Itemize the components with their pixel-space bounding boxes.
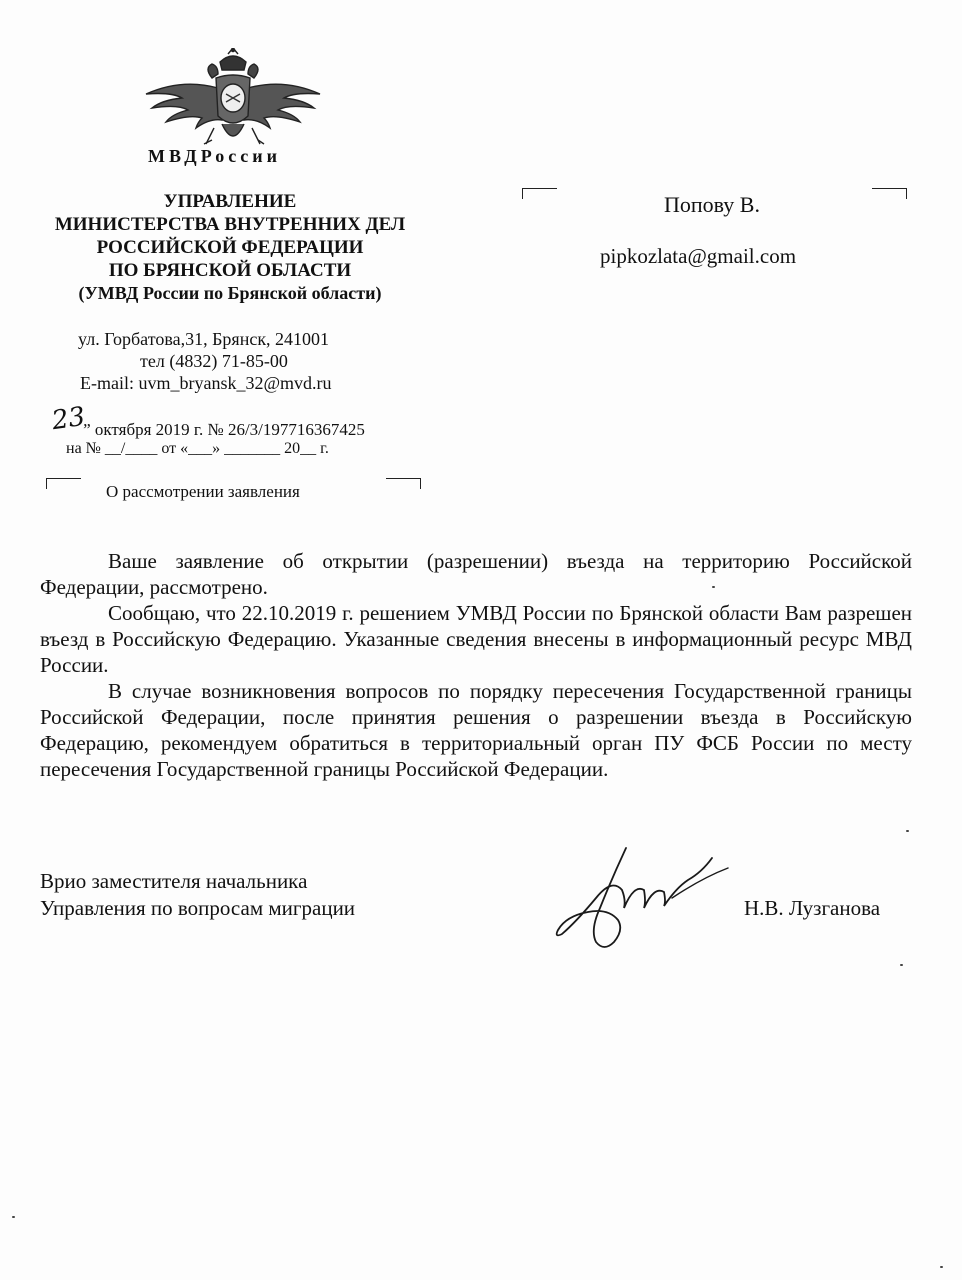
corner-mark bbox=[522, 188, 557, 199]
ministry-short-title: МВДРоссии bbox=[148, 146, 281, 166]
handwritten-date: 23 bbox=[50, 401, 88, 437]
corner-mark bbox=[46, 478, 81, 489]
eagle-emblem-icon bbox=[142, 48, 324, 154]
signatory-title bbox=[40, 868, 355, 922]
outgoing-number-line bbox=[50, 401, 365, 442]
signatory-name: Н.В. Лузганова bbox=[744, 896, 881, 920]
address: ул. Горбатова,31, Брянск, 241001 bbox=[78, 329, 330, 349]
body-paragraph: Ваше заявление об открытии (разрешении) въезда на территорию Российской Федерации, рассмотрено. bbox=[40, 549, 912, 599]
phone: тел (4832) 71-85-00 bbox=[140, 351, 288, 371]
handwritten-signature bbox=[552, 838, 742, 958]
sender-email: E-mail: uvm_bryansk_32@mvd.ru bbox=[80, 373, 332, 393]
body-paragraph: В случае возникновения вопросов по порядку пересечения Государственной границы Российской Федерации, после принятия решения о разрешении въезда в Российскую Федерацию, рекомендуем обратиться в территориальный орган ПУ ФСБ России по месту пересечения Государственной границы Российской Федерации. bbox=[40, 679, 912, 781]
signatory-title-line: Врио заместителя начальника bbox=[40, 869, 308, 893]
letter-body bbox=[40, 548, 912, 782]
subject: О рассмотрении заявления bbox=[106, 482, 300, 501]
corner-mark bbox=[386, 478, 421, 489]
recipient-email: pipkozlata@gmail.com bbox=[600, 244, 797, 268]
scan-speck bbox=[906, 830, 909, 832]
scan-speck bbox=[940, 1266, 943, 1268]
org-line: ПО БРЯНСКОЙ ОБЛАСТИ bbox=[108, 260, 352, 281]
body-paragraph: Сообщаю, что 22.10.2019 г. решением УМВД России по Брянской области Вам разрешен въезд в Российскую Федерацию. Указанные сведения внесены в информационный ресурс МВД России. bbox=[40, 601, 912, 677]
org-line: УПРАВЛЕНИЕ bbox=[163, 191, 297, 212]
scan-speck bbox=[712, 586, 715, 588]
organization-name bbox=[20, 190, 440, 305]
org-line: РОССИЙСКОЙ ФЕДЕРАЦИИ bbox=[96, 237, 364, 258]
corner-mark bbox=[872, 188, 907, 199]
recipient-name: Попову В. bbox=[664, 192, 760, 217]
contact-block bbox=[60, 328, 410, 394]
date-and-number: ” октября 2019 г. № 26/3/197716367425 bbox=[83, 420, 365, 439]
org-abbreviation: (УМВД России по Брянской области) bbox=[78, 283, 382, 303]
org-line: МИНИСТЕРСТВА ВНУТРЕННИХ ДЕЛ bbox=[54, 214, 406, 235]
scan-speck bbox=[900, 964, 903, 966]
reference-line: на № __/____ от «___» _______ 20__ г. bbox=[66, 440, 329, 457]
signatory-title-line: Управления по вопросам миграции bbox=[40, 896, 356, 920]
scan-speck bbox=[12, 1216, 15, 1218]
